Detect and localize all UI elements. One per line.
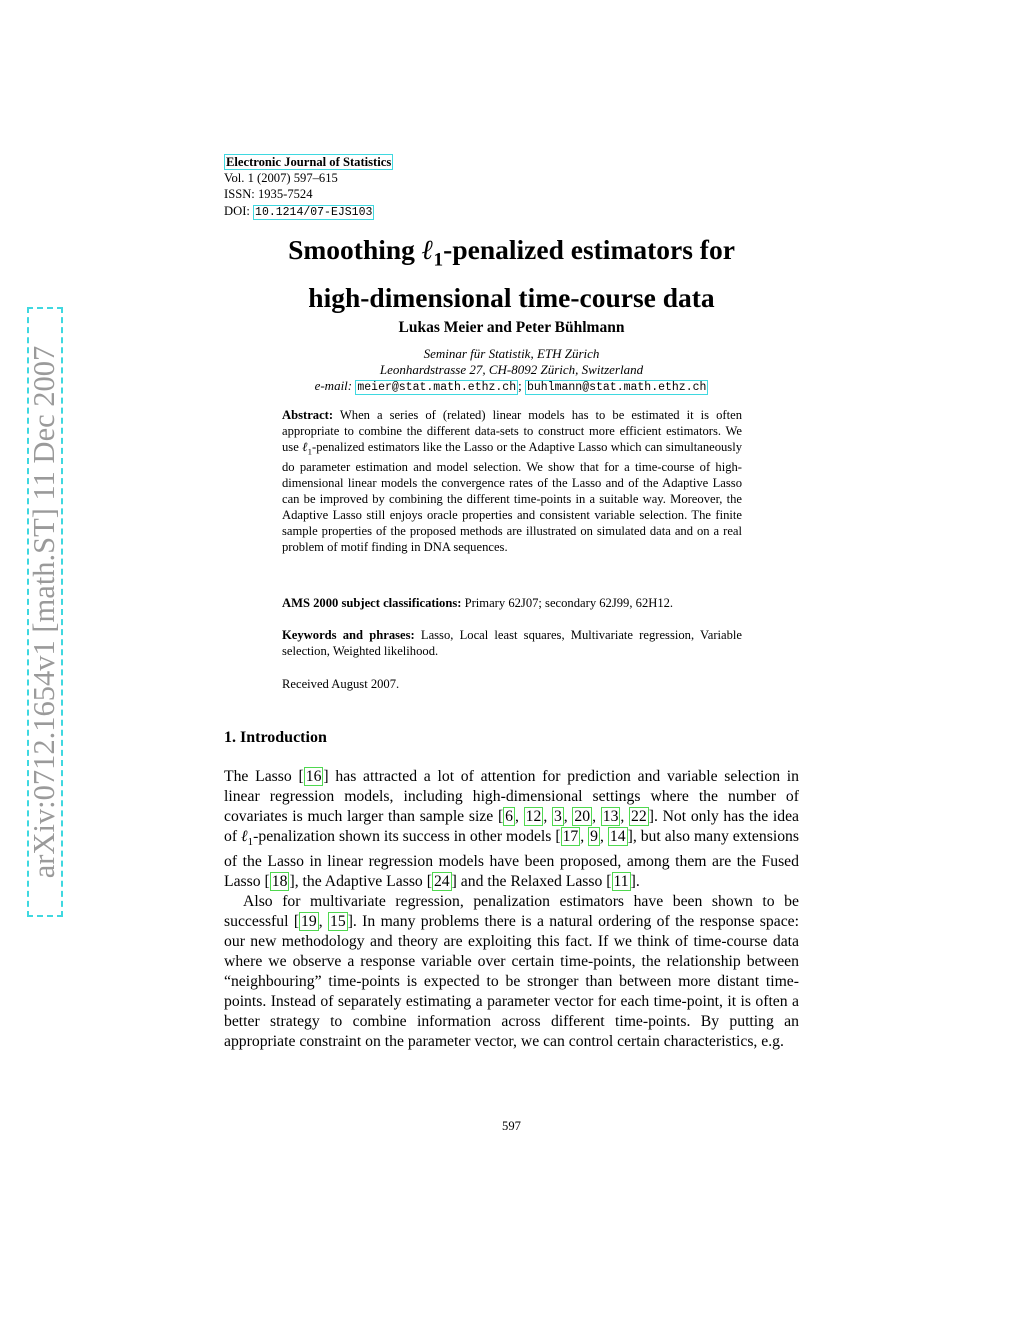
abstract: Abstract: When a series of (related) linear models has to be estimated it is often appropriate to combine the different data-sets to construct more efficient estimators. We use ℓ$_1$-penalized estimators like the Lasso or the Adaptive Lasso which can simultaneously do parameter estimation and model selection. We show that for a time-course of high-dimensional linear models the convergence rates of the Lasso and of the Adaptive Lasso can be improved by combining the different time-points in a suitable way. Moreover, the Adaptive Lasso still enjoys oracle properties and consistent variable selection. The finite sample properties of the proposed methods are illustrated on simulated data and on a real problem of motif finding in DNA sequences. [282,408,743,555]
ams-classifications: AMS 2000 subject classifications: Primary 62J07; secondary 62J99, 62H12. [282,596,674,610]
citation-9[interactable]: 9 [590,828,598,845]
authors: Lukas Meier and Peter Bühlmann [398,319,625,336]
citation-24[interactable]: 24 [433,873,450,891]
email-link-buhlmann[interactable]: buhlmann@stat.math.ethz.ch [526,381,707,395]
title-line-2: high-dimensional time-course data [308,281,715,313]
affiliation [224,346,799,397]
citation-17[interactable]: 17 [562,828,579,845]
citation-12[interactable]: 12 [525,808,542,825]
keywords: Keywords and phrases: Lasso, Local least squares, Multivariate regression, Variable selection, Weighted likelihood. [282,628,742,658]
citation-13[interactable]: 13 [602,808,619,825]
email-label: e-mail: [314,378,353,394]
doi-label: DOI: [224,203,250,218]
paragraph-2: Also for multivariate regression, penalization estimators have been shown to be successful [ 19 , 15 ]. In many problems there is a natural ordering of the response space: our new methodology and theory are exploiting this fact. If we think of time-course data where we observe a response variable over certain time-points, the relationship between “neighbouring” time-points is expected to be stronger than between more distant time-points. Instead of separately estimating a parameter vector for each time-point, it is often a better strategy to combine information across different time-points. By putting an appropriate constraint on the parameter vector, we can control certain characteristics, e.g. [224,893,799,1051]
affiliation-line-1: Seminar für Statistik, ETH Zürich [423,346,600,361]
title-ell: ℓ [421,234,434,265]
email-link-meier[interactable]: meier@stat.math.ethz.ch [357,381,517,395]
volume-info: Vol. 1 (2007) 597–615 [224,171,338,186]
paragraph-1: The Lasso [ 16 ] has attracted a lot of attention for prediction and variable selection in linear regression models, including high-dimensional settings where the number of covariates is much larger than sample size [ 6 , 12 , 3 , 20 , 13 , 22 ]. Not only has the idea of ℓ$_1$-penalization shown its success in other models [ 17 , 9 , 14 ], but also many extensions of the Lasso in linear regression models have been proposed, among them are the Fused Lasso [ 18 ], the Adaptive Lasso [ 24 ] and the Relaxed Lasso [ 11 ]. [224,768,800,891]
page-number: 597 [502,1119,521,1133]
arxiv-identifier: arXiv:0712.1654v1 [math.ST] 11 Dec 2007 [26,345,61,879]
citation-14[interactable]: 14 [609,828,626,845]
email-separator: ; [518,378,522,394]
received-date: Received August 2007. [282,677,400,691]
doi-line [224,203,393,221]
affiliation-line-2: Leonhardstrasse 27, CH-8092 Zürich, Switzerland [379,362,644,378]
title-part-a: Smoothing [288,234,422,265]
citation-11[interactable]: 11 [613,873,629,891]
journal-link[interactable]: Electronic Journal of Statistics [226,155,392,169]
keywords-label: Keywords and phrases: [282,628,415,642]
section-heading-introduction: 1. Introduction [224,729,327,746]
abstract-label: Abstract: [282,408,334,422]
citation-16[interactable]: 16 [305,768,322,785]
citation-6[interactable]: 6 [505,808,514,825]
doi-link[interactable]: 10.1214/07-EJS103 [255,205,373,219]
introduction-body [224,767,799,1052]
title-sub: 1 [433,249,444,271]
email-line [224,378,799,396]
ams-label: AMS 2000 subject classifications: [282,596,462,610]
issn-info: ISSN: 1935-7524 [224,187,313,202]
title-part-b: -penalized estimators for [443,234,735,265]
citation-3[interactable]: 3 [553,808,562,825]
paper-title [224,231,799,316]
citation-22[interactable]: 22 [631,808,647,825]
citation-19[interactable]: 19 [301,913,317,931]
citation-18[interactable]: 18 [271,873,288,891]
citation-20[interactable]: 20 [574,808,591,825]
journal-header [224,154,393,221]
citation-15[interactable]: 15 [330,913,346,931]
